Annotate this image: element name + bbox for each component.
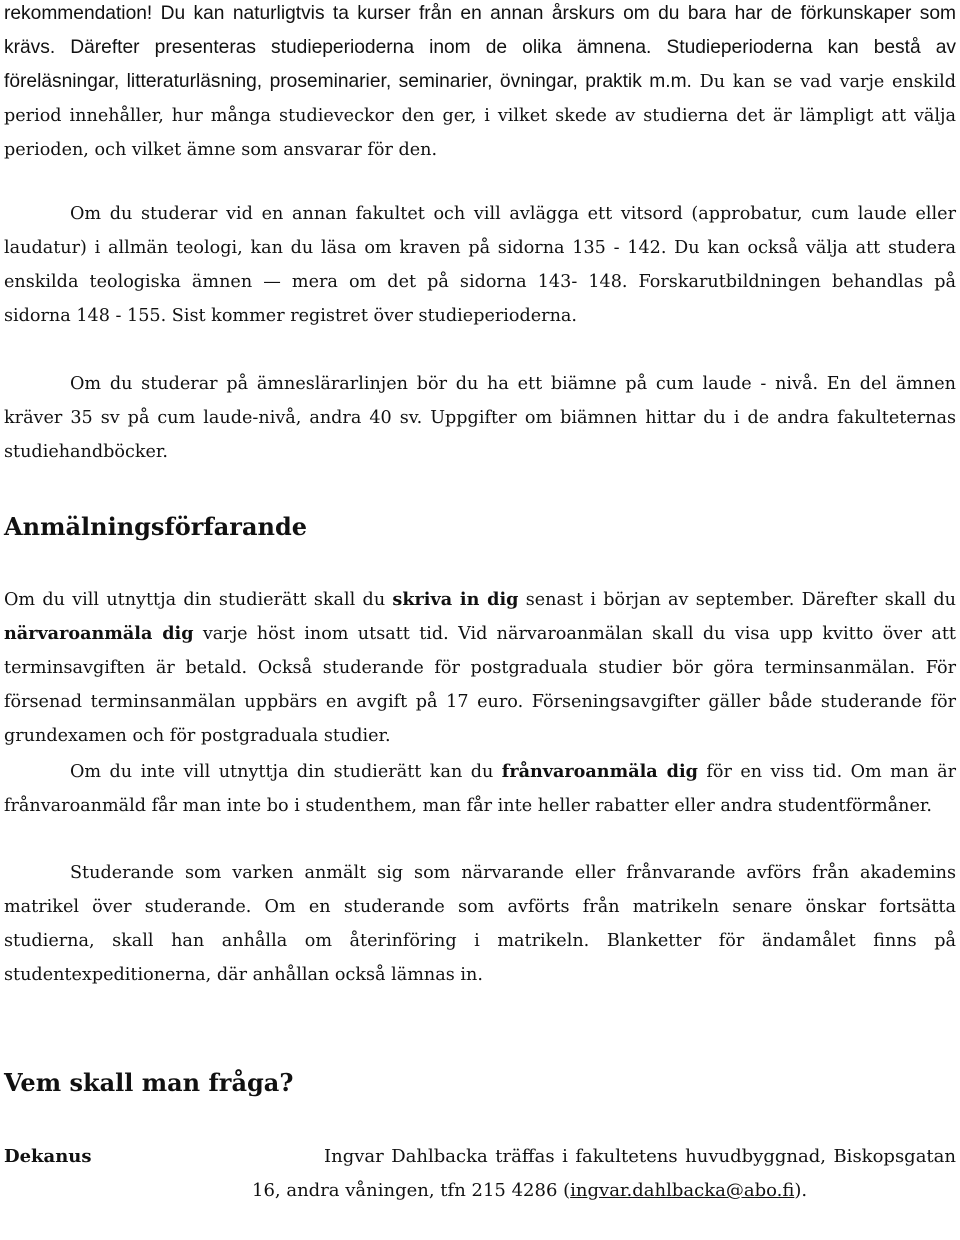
contact-description xyxy=(252,1140,956,1208)
reg-p1-b: skriva in dig xyxy=(392,589,519,610)
reg-p2-a: Om du inte vill utnyttja din studierätt kan du xyxy=(70,762,502,782)
contact-role-label: Dekanus xyxy=(4,1146,92,1167)
section-heading-contacts: Vem skall man fråga? xyxy=(4,1068,294,1097)
reg-p1-a: Om du vill utnyttja din studierätt skall du xyxy=(4,590,393,610)
registration-paragraph-3: Studerande som varken anmält sig som närvarande eller frånvarande avförs från akademins matrikel över studerande. Om en studerande som avförts från matrikeln senare önskar fortsätta studierna, skall han anhålla om återinföring i matrikeln. Blanketter för ändamålet finns på studentexpeditionerna, där anhållan också lämnas in. xyxy=(4,863,956,985)
registration-paragraph-1 xyxy=(4,583,956,753)
reg-p2-c: för en viss tid. Om man är frånvaroanmäld får man inte bo i studenthem, man får inte heller rabatter eller andra studentförmåner. xyxy=(4,762,956,816)
intro-text-serif: Du kan se vad varje enskild period innehåller, hur många studieveckor den ger, i vilket skede av studierna det är lämpligt att välja perioden, och vilket ämne som ansvarar för den. xyxy=(4,72,956,160)
reg-p1-e: varje höst inom utsatt tid. Vid närvaroanmälan skall du visa upp kvitto över att terminsavgiften är betald. Också studerande för postgraduala studier bör göra terminsanmälan. För försenad terminsanmälan uppbärs en avgift på 17 euro. Förseningsavgifter gäller både studerande för grundexamen och för postgraduala studier. xyxy=(4,624,956,746)
intro-paragraph-2: Om du studerar vid en annan fakultet och vill avlägga ett vitsord (approbatur, cum laude eller laudatur) i allmän teologi, kan du läsa om kraven på sidorna 135 - 142. Du kan också välja att studera enskilda teologiska ämnen — mera om det på sidorna 143- 148. Forskarutbildningen behandlas på sidorna 148 - 155. Sist kommer registret över studieperioderna. xyxy=(4,204,956,326)
contact-dekanus xyxy=(4,1140,956,1240)
intro-paragraph-3: Om du studerar på ämneslärarlinjen bör du ha ett biämne på cum laude - nivå. En del ämnen kräver 35 sv på cum laude-nivå, andra 40 sv. Uppgifter om biämnen hittar du i de andra fakulteternas studiehandböcker. xyxy=(4,374,956,462)
contact-text-end: ). xyxy=(794,1180,808,1201)
reg-p1-c: senast i början av september. Därefter skall du xyxy=(518,590,956,610)
section-heading-registration: Anmälningsförfarande xyxy=(4,512,307,541)
reg-p1-d: närvaroanmäla dig xyxy=(4,623,194,644)
intro-paragraph-1 xyxy=(4,0,956,167)
registration-paragraph-2 xyxy=(4,755,956,823)
reg-p2-b: frånvaroanmäla dig xyxy=(501,761,698,782)
intro-text-sans: rekommendation! Du kan naturligtvis ta kurser från en annan årskurs om du bara har de förkunskaper som krävs. Därefter presenteras studieperioderna inom de olika ämnena. Studieperioderna kan bestå av föreläsningar, litteraturläsning, proseminarier, seminarier, övningar, praktik m.m. xyxy=(4,3,956,92)
contact-text: Ingvar Dahlbacka träffas i fakultetens huvudbyggnad, Biskopsgatan 16, andra våningen, tfn 215 4286 ( xyxy=(252,1146,956,1201)
email-link[interactable]: ingvar.dahlbacka@abo.fi xyxy=(570,1180,795,1201)
